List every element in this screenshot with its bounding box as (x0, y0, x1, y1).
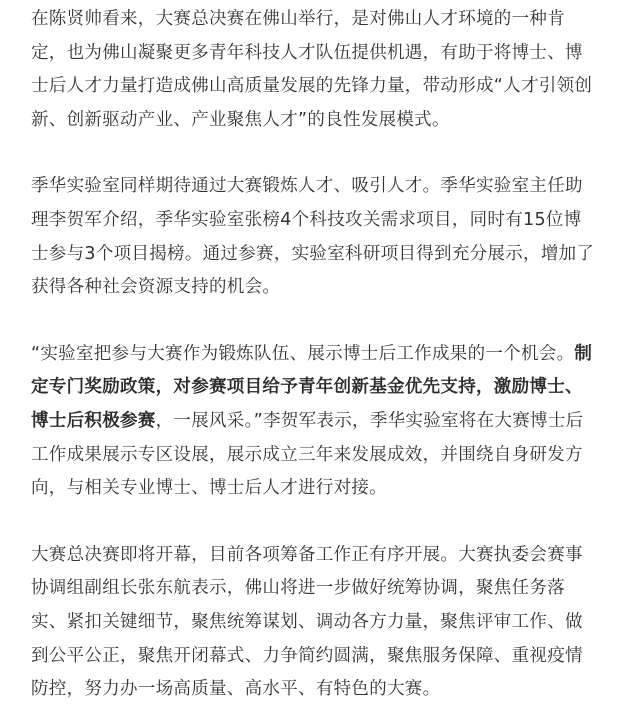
paragraph-3 (31, 338, 598, 506)
paragraph-4 (31, 539, 598, 707)
paragraph-text: 季华实验室同样期待通过大赛锻炼人才、吸引人才。季华实验室主任助理李贺军介绍，季华实验室张榜4个科技攻关需求项目，同时有15位博士参与3个项目揭榜。通过参赛，实验室科研项目得到充分展示，增加了获得各种社会资源支持的机会。 (31, 176, 595, 298)
bold-highlight-text: 制定专门奖励政策，对参赛项目给予青年创新基金优先支持，激励博士、博士后积极参赛 (31, 343, 593, 431)
paragraph-1 (31, 3, 598, 137)
paragraph-text: 在陈贤帅看来，大赛总决赛在佛山举行，是对佛山人才环境的一种肯定，也为佛山凝聚更多青年科技人才队伍提供机遇，有助于将博士、博士后人才力量打造成佛山高质量发展的先锋力量，带动形成“人才引领创新、创新驱动产业、产业聚焦人才”的良性发展模式。 (31, 9, 593, 130)
paragraph-text: “实验室把参与大赛作为锻炼队伍、展示博士后工作成果的一个机会。 (31, 343, 575, 364)
paragraph-text: 大赛总决赛即将开幕，目前各项筹备工作正有序开展。大赛执委会赛事协调组副组长张东航表示，佛山将进一步做好统筹协调，聚焦任务落实、紧扣关键细节，聚焦统筹谋划、调动各方力量，聚焦评审工作、做到公平公正，聚焦开闭幕式、力争简约圆满，聚焦服务保障、重视疫情防控，努力办一场高质量、高水平、有特色的大赛。 (31, 544, 583, 700)
paragraph-2 (31, 170, 598, 304)
paragraph-text: ，一展风采。”李贺军表示，季华实验室将在大赛博士后工作成果展示专区设展，展示成立三年来发展成效，并围绕自身研发方向，与相关专业博士、博士后人才进行对接。 (31, 410, 584, 499)
